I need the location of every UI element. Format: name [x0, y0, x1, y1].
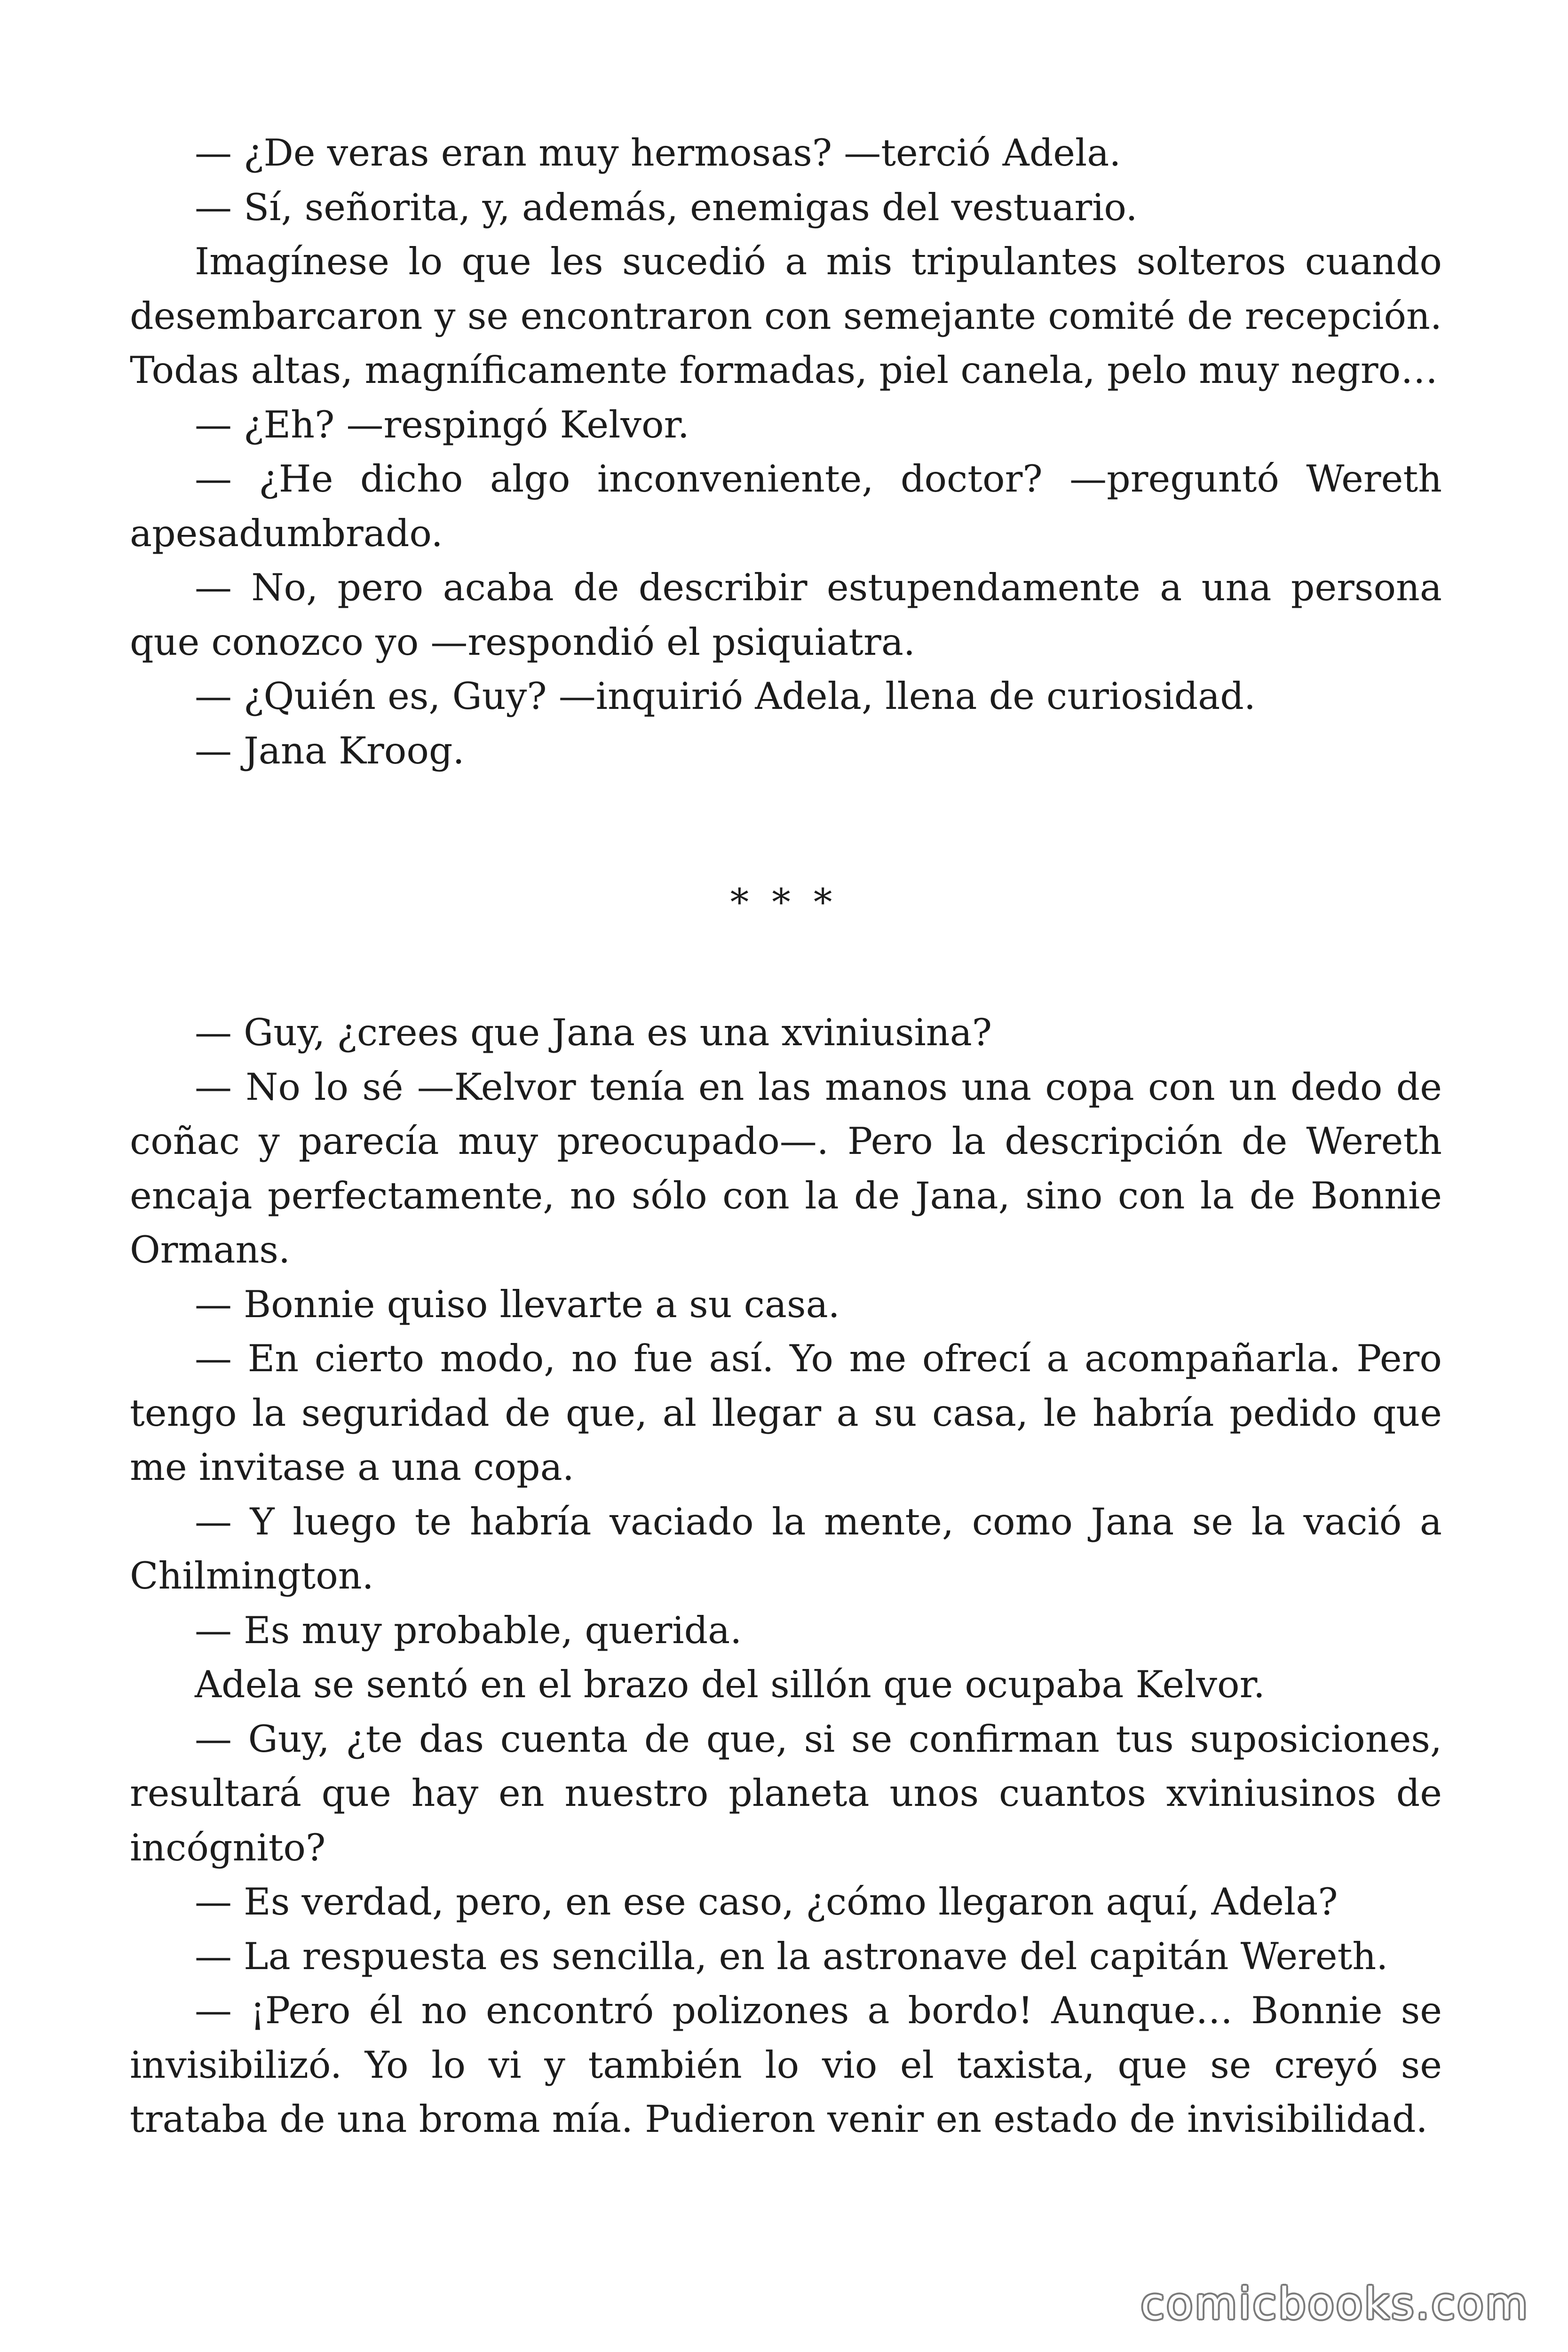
- paragraph: — Bonnie quiso llevarte a su casa.: [195, 1282, 840, 1326]
- paragraph: — ¿Quién es, Guy? —inquirió Adela, llena de curiosidad.: [195, 675, 1256, 718]
- paragraph: — La respuesta es sencilla, en la astronave del capitán Wereth.: [195, 1934, 1388, 1978]
- paragraph: Adela se sentó en el brazo del sillón que ocupaba Kelvor.: [195, 1663, 1265, 1706]
- paragraph: — Guy, ¿crees que Jana es una xviniusina?: [195, 1011, 992, 1054]
- paragraph: — Sí, señorita, y, además, enemigas del vestuario.: [195, 185, 1138, 229]
- paragraph: — ¿He dicho algo inconveniente, doctor? —preguntó Wereth apesadumbrado.: [130, 457, 1442, 555]
- paragraph: — ¡Pero él no encontró polizones a bordo! Aunque… Bonnie se invisibilizó. Yo lo vi y también lo vio el taxista, que se creyó se trataba de una broma mía. Pudieron venir en estado de invisibilidad.: [130, 1989, 1442, 2141]
- paragraph: — ¿De veras eran muy hermosas? —terció Adela.: [195, 131, 1121, 175]
- text-section-2: [130, 1006, 1442, 2147]
- text-section-1: [130, 126, 1442, 778]
- paragraph: — Y luego te habría vaciado la mente, como Jana se la vació a Chilmington.: [130, 1500, 1442, 1597]
- watermark-text: comicbooks.com: [1140, 2279, 1529, 2329]
- paragraph: — Es muy probable, querida.: [195, 1608, 742, 1652]
- paragraph: — No, pero acaba de describir estupendamente a una persona que conozco yo —respondió el psiquiatra.: [130, 566, 1442, 664]
- paragraph: — ¿Eh? —respingó Kelvor.: [195, 403, 689, 446]
- paragraph: Imagínese lo que les sucedió a mis tripulantes solteros cuando desembarcaron y se encontraron con semejante comité de recepción. Todas altas, magníficamente formadas, piel canela, pelo muy negro…: [130, 240, 1442, 392]
- paragraph: — Jana Kroog.: [195, 729, 465, 772]
- paragraph: — En cierto modo, no fue así. Yo me ofrecí a acompañarla. Pero tengo la seguridad de que, al llegar a su casa, le habría pedido que me invitase a una copa.: [130, 1337, 1442, 1489]
- paragraph: — Guy, ¿te das cuenta de que, si se confirman tus suposiciones, resultará que hay en nuestro planeta unos cuantos xviniusinos de incógnito?: [130, 1717, 1442, 1869]
- section-divider: * * *: [730, 881, 838, 924]
- paragraph: — Es verdad, pero, en ese caso, ¿cómo llegaron aquí, Adela?: [195, 1880, 1338, 1923]
- paragraph: — No lo sé —Kelvor tenía en las manos una copa con un dedo de coñac y parecía muy preocupado—. Pero la descripción de Wereth encaja perfectamente, no sólo con la de Jana, sino con la de Bonnie Ormans.: [130, 1065, 1442, 1271]
